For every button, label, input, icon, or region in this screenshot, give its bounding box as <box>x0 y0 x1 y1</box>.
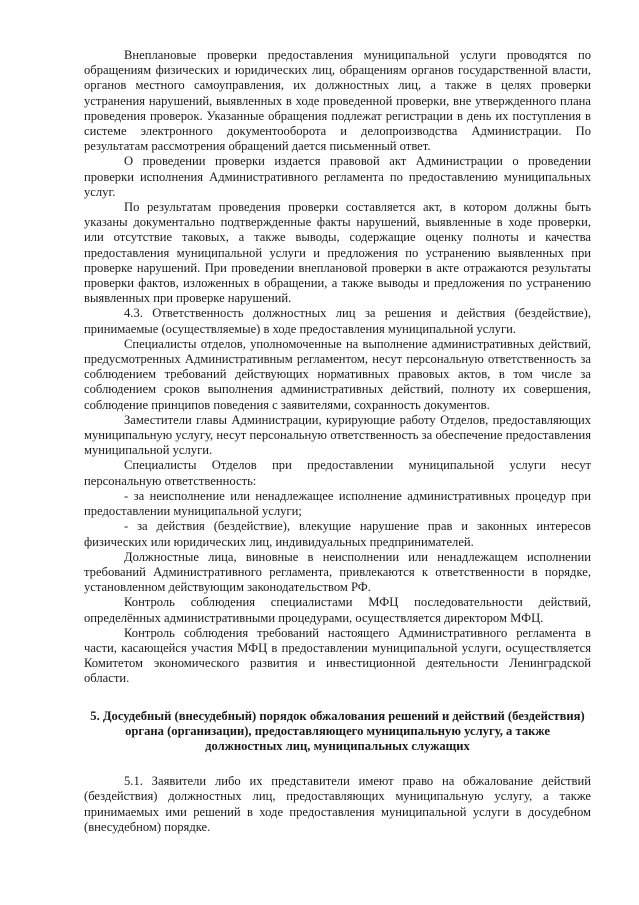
paragraph-officials-liability: Должностные лица, виновные в неисполнении или ненадлежащем исполнении требований Административного регламента, привлекаются к ответственности в порядке, установленном действующим законодательством РФ. <box>84 549 591 595</box>
paragraph-4-3-responsibility: 4.3. Ответственность должностных лиц за решения и действия (бездействие), принимаемые (осуществляемые) в ходе предоставления муниципальной услуги. <box>84 306 591 336</box>
paragraph-committee-control: Контроль соблюдения требований настоящего Административного регламента в части, касающейся участия МФЦ в предоставлении муниципальной услуги, осуществляется Комитетом экономического развития и инвестиционной деятельности Ленинградской области. <box>84 625 591 686</box>
list-item-actions-violations: - за действия (бездействие), влекущие нарушение прав и законных интересов физических или юридических лиц, индивидуальных предпринимателей. <box>84 519 591 549</box>
list-item-nonperformance: - за неисполнение или ненадлежащее исполнение административных процедур при предоставлении муниципальной услуги; <box>84 488 591 519</box>
paragraph-unscheduled-inspections: Внеплановые проверки предоставления муниципальной услуги проводятся по обращениям физических и юридических лиц, обращениям органов государственной власти, органов местного самоуправления, их должностных лиц, а также в целях проверки устранения нарушений, выявленных в ходе проведенной проверки, вне утвержденного плана проведения проверок. Указанные обращения подлежат регистрации в день их поступления в системе электронного документооборота и делопроизводства Администрации. По результатам рассмотрения обращений дается письменный ответ. <box>84 48 591 154</box>
paragraph-mfc-control: Контроль соблюдения специалистами МФЦ последовательности действий, определённых административными процедурами, осуществляется директором МФЦ. <box>84 595 591 625</box>
paragraph-department-specialists: Специалисты отделов, уполномоченные на выполнение административных действий, предусмотренных Административным регламентом, несут персональную ответственность за соблюдением требований действующих нормативных правовых актов, в том числе за соблюдением сроков выполнения административных действий, полноту их совершения, соблюдение принципов поведения с заявителями, сохранность документов. <box>84 336 591 412</box>
paragraph-inspection-results: По результатам проведения проверки составляется акт, в котором должны быть указаны документально подтвержденные факты нарушений, выявленные в ходе проверки, или отсутствие таковых, а также выводы, содержащие оценку полноты и качества предоставления муниципальной услуги и предложения по устранению выявленных при проверке нарушений. При проведении внеплановой проверки в акте отражаются результаты проверки фактов, изложенных в обращении, а также выводы и предложения по устранению выявленных при проверке нарушений. <box>84 200 591 306</box>
section-5-heading: 5. Досудебный (внесудебный) порядок обжалования решений и действий (бездействия) органа (организации), предоставляющего муниципальную услугу, а также должностных лиц, муниципальных служащих <box>90 708 585 753</box>
paragraph-deputy-heads: Заместители главы Администрации, курирующие работу Отделов, предоставляющих муниципальную услугу, несут персональную ответственность за обеспечение предоставления муниципальной услуги. <box>84 412 591 458</box>
paragraph-specialists-responsibility: Специалисты Отделов при предоставлении муниципальной услуги несут персональную ответственность: <box>84 458 591 488</box>
paragraph-inspection-act: О проведении проверки издается правовой акт Администрации о проведении проверки исполнения Административного регламента по предоставлению муниципальных услуг. <box>84 154 591 199</box>
paragraph-5-1-appeal-right: 5.1. Заявители либо их представители имеют право на обжалование действий (бездействия) должностных лиц, предоставляющих муниципальную услугу, а также принимаемых ими решений в ходе предоставления муниципальной услуги в досудебном (внесудебном) порядке. <box>84 774 591 834</box>
